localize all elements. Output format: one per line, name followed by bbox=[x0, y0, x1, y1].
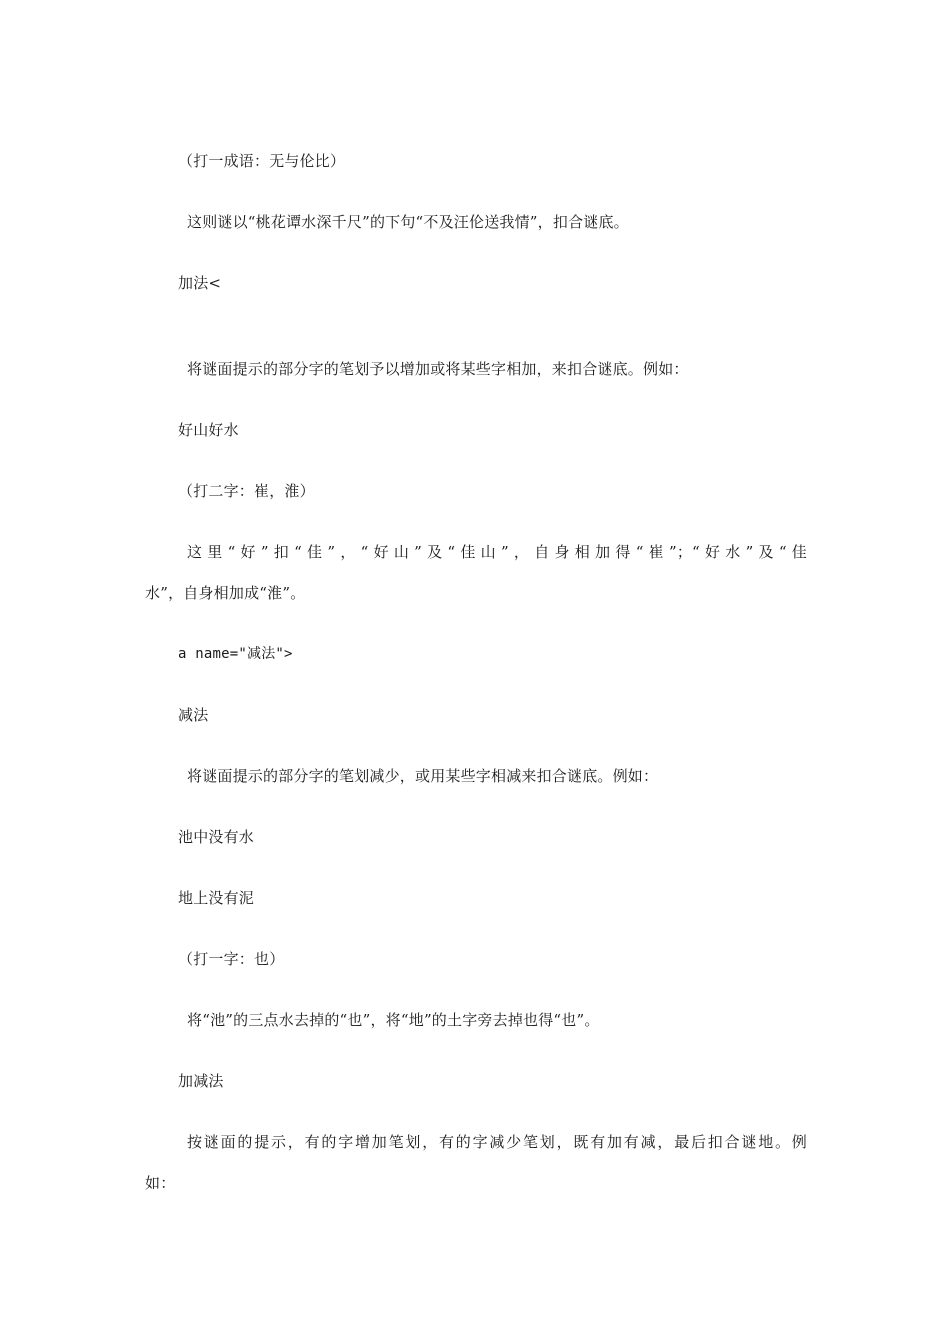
explanation-paragraph-2-line-2: 水”，自身相加成“淮”。 bbox=[145, 584, 306, 602]
explanation-paragraph-3: 将“池”的三点水去掉的“也”，将“地”的土字旁去掉也得“也”。 bbox=[187, 1011, 600, 1029]
section-heading-addition: 加法< bbox=[178, 274, 222, 292]
riddle-text-2-line-1: 池中没有水 bbox=[178, 828, 255, 846]
add-subtract-description-line-1: 按谜面的提示，有的字增加笔划，有的字减少笔划，既有加有减，最后扣合谜地。例 bbox=[187, 1133, 807, 1151]
riddle-answer-hint-2: （打二字：崔，淮） bbox=[178, 482, 315, 500]
raw-anchor-markup: a name="减法"> bbox=[178, 646, 293, 662]
explanation-paragraph-2-line-1: 这里“好”扣“佳”，“好山”及“佳山”，自身相加得“崔”；“好水”及“佳 bbox=[187, 543, 807, 561]
riddle-text-1: 好山好水 bbox=[178, 421, 239, 439]
explanation-paragraph-1: 这则谜以“桃花谭水深千尺”的下句“不及汪伦送我情”，扣合谜底。 bbox=[187, 213, 629, 231]
riddle-answer-hint-3: （打一字：也） bbox=[178, 950, 285, 968]
add-subtract-description-line-2: 如： bbox=[145, 1174, 176, 1192]
riddle-text-2-line-2: 地上没有泥 bbox=[178, 889, 255, 907]
section-heading-add-subtract: 加减法 bbox=[178, 1072, 224, 1090]
section-heading-subtraction: 减法 bbox=[178, 706, 209, 724]
addition-description: 将谜面提示的部分字的笔划予以增加或将某些字相加，来扣合谜底。例如： bbox=[187, 360, 689, 378]
riddle-answer-hint-1: （打一成语：无与伦比） bbox=[178, 152, 346, 170]
subtraction-description: 将谜面提示的部分字的笔划减少，或用某些字相减来扣合谜底。例如： bbox=[187, 767, 659, 785]
